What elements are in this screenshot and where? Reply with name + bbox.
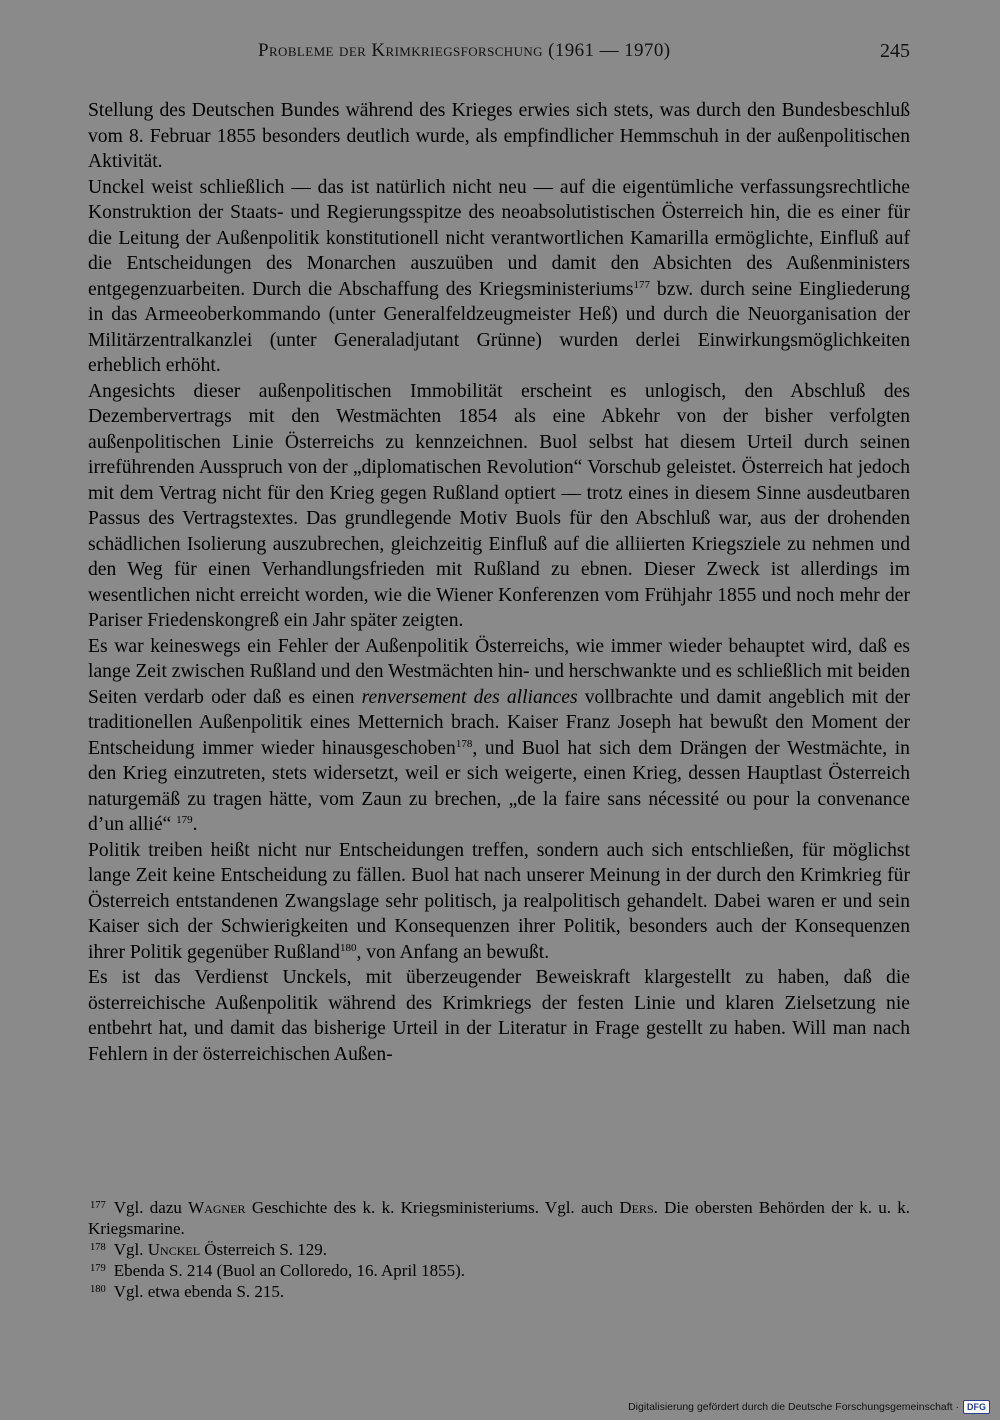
footnote-ref: 179 — [176, 814, 193, 826]
author-name: Unckel — [147, 1240, 201, 1259]
main-text — [88, 98, 910, 1067]
paragraph: Stellung des Deutschen Bundes während des Krieges erwies sich stets, was durch den Bundesbeschluß vom 8. Februar 1855 besonders deutlich wurde, als empfindlicher Hemmschuh in der außenpolitischen Aktivität. — [88, 100, 910, 172]
footnote-number: 177 — [90, 1200, 106, 1211]
footnote-number: 178 — [90, 1242, 106, 1253]
paragraph: Unckel weist schließlich — das ist natürlich nicht neu — auf die eigentümliche verfassungsrechtliche Konstruktion der Staats- und Regierungsspitze des neoabsolutistischen Österreich hin, die es einer für die Leitung der Außenpolitik konstitutionell nicht verantwortlichen Kamarilla ermöglichte, Einfluß auf die Entscheidungen des Monarchen auszuüben und damit den Absichten des Außenministers entgegenzuarbeiten. Durch die Abschaffung des Kriegsministeriums$^{177}$ bzw. durch seine Eingliederung in das Armeeoberkommando (unter Generalfeldzeugmeister Heß) und durch die Neuorganisation der Militärzentralkanzlei (unter Generaladjutant Grünne) wurden derlei Einwirkungsmöglichkeiten erheblich erhöht. — [88, 176, 910, 376]
footnote-text: Vgl. Unckel Österreich S. 129. — [113, 1240, 328, 1259]
footnote-ref: 180 — [339, 941, 357, 954]
footnotes — [88, 1197, 910, 1302]
footnote-text: Vgl. etwa ebenda S. 215. — [113, 1282, 285, 1301]
footnote-text: Vgl. dazu Wagner Geschichte des k. k. Kriegsministeriums. Vgl. auch Ders. Die obersten Behörden der k. u. k. Kriegsmarine. — [88, 1198, 910, 1238]
paragraph: Es ist das Verdienst Unckels, mit überzeugender Beweiskraft klargestellt zu haben, daß die österreichische Außenpolitik während des Krimkriegs der festen Linie und klaren Zielsetzung nie entbehrt hat, und damit das bisherige Urteil in der Literatur in Frage gestellt zu haben. Will man nach Fehlern in der österreichischen Außen- — [88, 967, 910, 1065]
footnote-ref: 178 — [455, 737, 473, 750]
paragraph: Angesichts dieser außenpolitischen Immobilität erscheint es unlogisch, den Abschluß des Dezembervertrags mit den Westmächten 1854 als eine Abkehr von der bisher verfolgten außenpolitischen Linie Österreichs zu kennzeichnen. Buol selbst hat diesem Urteil durch seinen irreführenden Ausspruch von der „diplomatischen Revolution“ Vorschub geleistet. Österreich hat jedoch mit dem Vertrag nicht für den Krieg gegen Rußland optiert — trotz eines in diesem Sinne ausdeutbaren Passus des Vertragstextes. Das grundlegende Motiv Buols für den Abschluß war, aus der drohenden schädlichen Isolierung auszubrechen, gleichzeitig Einfluß auf die alliierten Kriegsziele zu nehmen und den Weg für einen Verhandlungsfrieden mit Rußland zu ebnen. Dieser Zweck ist allerdings im wesentlichen nicht erreicht worden, wie die Wiener Konferenzen vom Frühjahr 1855 und noch mehr der Pariser Friedenskongreß ein Jahr später zeigten. — [88, 380, 910, 631]
footnote-number: 180 — [90, 1284, 106, 1295]
digitization-credit — [628, 1400, 990, 1414]
italic-phrase: renversement des alliances — [361, 686, 578, 708]
running-title: Probleme der Krimkriegsforschung (1961 — 1970) — [258, 40, 671, 61]
footnote — [88, 1281, 910, 1302]
page-number: 245 — [880, 40, 910, 62]
footnote-number: 179 — [90, 1263, 106, 1274]
paragraph: Es war keineswegs ein Fehler der Außenpolitik Österreichs, wie immer wieder behauptet wird, daß es lange Zeit zwischen Rußland und den Westmächten hin- und herschwankte und es schließlich mit beiden Seiten verdarb oder daß es einen renversement des alliances vollbrachte und damit angeblich mit der traditionellen Außenpolitik eines Metternich brach. Kaiser Franz Joseph hat bewußt den Moment der Entscheidung immer wieder hinausgeschoben$^{178}$, und Buol hat sich dem Drängen der Westmächte, in den Krieg einzutreten, stets widersetzt, weil er sich weigerte, einen Krieg, dessen Hauptlast Österreich naturgemäß zu tragen hätte, vom Zaun zu brechen, „de la faire sans nécessité ou pour la convenance d’un allié“ $^{179}$. — [88, 635, 910, 835]
author-name: Wagner — [188, 1198, 246, 1217]
footnote-ref: 177 — [633, 278, 650, 291]
dfg-logo: DFG — [963, 1400, 990, 1414]
running-header — [258, 40, 910, 70]
paragraph: Politik treiben heißt nicht nur Entscheidungen treffen, sondern auch sich entschließen, für möglichst lange Zeit keine Entscheidung zu fällen. Buol hat nach unserer Meinung in der durch den Krimkrieg für Österreich entstandenen Zwangslage sehr politisch, ja realpolitisch gehandelt. Dabei waren er und sein Kaiser sich der Schwierigkeiten und Konsequenzen ihrer Politik, besonders auch der Konsequenzen ihrer Politik gegenüber Rußland$^{180}$, von Anfang an bewußt. — [88, 839, 910, 963]
footnote-text: Ebenda S. 214 (Buol an Colloredo, 16. April 1855). — [113, 1261, 466, 1280]
footnote — [88, 1239, 910, 1260]
footnote — [88, 1260, 910, 1281]
author-name: Ders. — [619, 1198, 658, 1217]
footnote — [88, 1197, 910, 1239]
credit-text: Digitalisierung gefördert durch die Deutsche Forschungsgemeinschaft · — [628, 1401, 959, 1413]
